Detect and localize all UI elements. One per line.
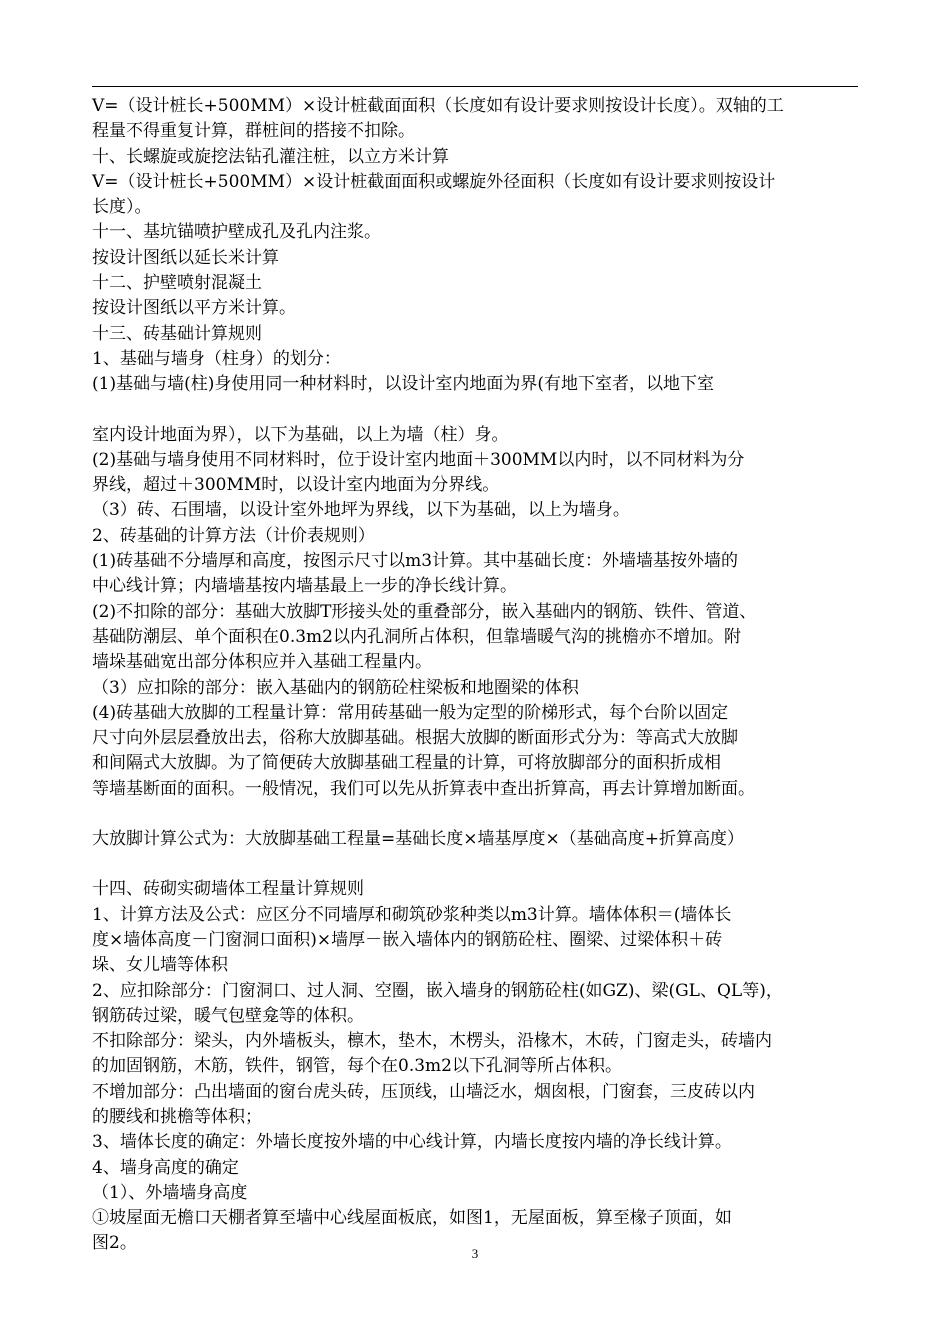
blank-line bbox=[92, 398, 872, 423]
text-line: 2、砖基础的计算方法（计价表规则） bbox=[92, 525, 375, 546]
text-line: 十四、砖砌实砌墙体工程量计算规则 bbox=[92, 879, 364, 900]
document-body bbox=[92, 94, 872, 1257]
page-number: 3 bbox=[471, 1246, 479, 1261]
text-line: 界线，超过＋300MM时，以设计室内地面为分界线。 bbox=[92, 475, 500, 496]
text-line: (2)基础与墙身使用不同材料时，位于设计室内地面＋300MM以内时，以不同材料为分 bbox=[92, 449, 745, 470]
text-line: 不扣除部分：梁头，内外墙板头，檩木，垫木，木楞头，沿椽木，木砖，门窗走头，砖墙内 bbox=[92, 1031, 772, 1052]
text-line: 中心线计算；内墙墙基按内墙基最上一步的净长线计算。 bbox=[92, 576, 517, 597]
text-line: 图2。 bbox=[92, 1233, 137, 1254]
text-line: 1、计算方法及公式：应区分不同墙厚和砌筑砂浆种类以m3计算。墙体体积＝(墙体长 bbox=[92, 904, 732, 925]
header-rule bbox=[92, 86, 858, 87]
text-line: 的加固钢筋，木筋，铁件，钢管，每个在0.3m2以下孔洞等所占体积。 bbox=[92, 1056, 622, 1077]
text-line: 十、长螺旋或旋挖法钻孔灌注桩，以立方米计算 bbox=[92, 146, 449, 167]
text-line: 和间隔式大放脚。为了简便砖大放脚基础工程量的计算，可将放脚部分的面积折成相 bbox=[92, 753, 721, 774]
text-line: 长度）。 bbox=[92, 197, 152, 218]
text-line: 大放脚计算公式为：大放脚基础工程量=基础长度×墙基厚度×（基础高度+折算高度） bbox=[92, 829, 744, 850]
text-line: 按设计图纸以平方米计算。 bbox=[92, 298, 296, 319]
text-line: 等墙基断面的面积。一般情况，我们可以先从折算表中查出折算高，再去计算增加断面。 bbox=[92, 778, 755, 799]
text-line: 墙垛基础宽出部分体积应并入基础工程量内。 bbox=[92, 652, 432, 673]
text-line: 室内设计地面为界），以下为基础，以上为墙（柱）身。 bbox=[92, 424, 509, 445]
text-line: 按设计图纸以延长米计算 bbox=[92, 247, 279, 268]
blank-line bbox=[92, 802, 872, 827]
text-line: 垛、女儿墙等体积 bbox=[92, 955, 228, 976]
text-line: 不增加部分：凸出墙面的窗台虎头砖，压顶线，山墙泛水，烟囱根，门窗套，三皮砖以内 bbox=[92, 1081, 755, 1102]
text-line: 的腰线和挑檐等体积； bbox=[92, 1106, 262, 1127]
text-line: 2、应扣除部分：门窗洞口、过人洞、空圈，嵌入墙身的钢筋砼柱(如GZ)、梁(GL、QL等)， bbox=[92, 980, 783, 1001]
text-line: ①坡屋面无檐口天棚者算至墙中心线屋面板底，如图1，无屋面板，算至椽子顶面，如 bbox=[92, 1208, 732, 1229]
text-line: 程量不得重复计算，群桩间的搭接不扣除。 bbox=[92, 121, 415, 142]
text-line: 度×墙体高度－门窗洞口面积)×墙厚－嵌入墙体内的钢筋砼柱、圈梁、过梁体积＋砖 bbox=[92, 929, 723, 950]
text-line: 十一、基坑锚喷护壁成孔及孔内注浆。 bbox=[92, 222, 381, 243]
text-line: (1)基础与墙(柱)身使用同一种材料时，以设计室内地面为界(有地下室者，以地下室 bbox=[92, 374, 714, 395]
text-line: （3）砖、石围墙，以设计室外地坪为界线，以下为基础，以上为墙身。 bbox=[92, 500, 630, 521]
text-line: V=（设计桩长+500MM）×设计桩截面面积或螺旋外径面积（长度如有设计要求则按设计 bbox=[92, 171, 776, 192]
text-line: V=（设计桩长+500MM）×设计桩截面面积（长度如有设计要求则按设计长度）。双轴的工 bbox=[92, 96, 784, 116]
text-line: 4、墙身高度的确定 bbox=[92, 1157, 239, 1178]
text-line: (1)砖基础不分墙厚和高度，按图示尺寸以m3计算。其中基础长度：外墙墙基按外墙的 bbox=[92, 551, 739, 572]
text-line: （3）应扣除的部分：嵌入基础内的钢筋砼柱梁板和地圈梁的体积 bbox=[92, 677, 579, 698]
text-line: 钢筋砖过梁，暖气包壁龛等的体积。 bbox=[92, 1005, 364, 1026]
text-line: 十二、护壁喷射混凝土 bbox=[92, 273, 262, 294]
text-line: 尺寸向外层层叠放出去，俗称大放脚基础。根据大放脚的断面形式分为：等高式大放脚 bbox=[92, 728, 738, 749]
blank-line bbox=[92, 852, 872, 877]
text-line: （1）、外墙墙身高度 bbox=[92, 1182, 248, 1203]
text-line: 十三、砖基础计算规则 bbox=[92, 323, 262, 344]
text-line: 3、墙体长度的确定：外墙长度按外墙的中心线计算，内墙长度按内墙的净长线计算。 bbox=[92, 1132, 732, 1153]
text-line: (2)不扣除的部分：基础大放脚T形接头处的重叠部分，嵌入基础内的钢筋、铁件、管道、 bbox=[92, 601, 757, 622]
text-line: 基础防潮层、单个面积在0.3m2以内孔洞所占体积，但靠墙暖气沟的挑檐亦不增加。附 bbox=[92, 626, 741, 647]
text-line: 1、基础与墙身（柱身）的划分： bbox=[92, 348, 341, 369]
text-line: (4)砖基础大放脚的工程量计算：常用砖基础一般为定型的阶梯形式，每个台阶以固定 bbox=[92, 702, 729, 723]
